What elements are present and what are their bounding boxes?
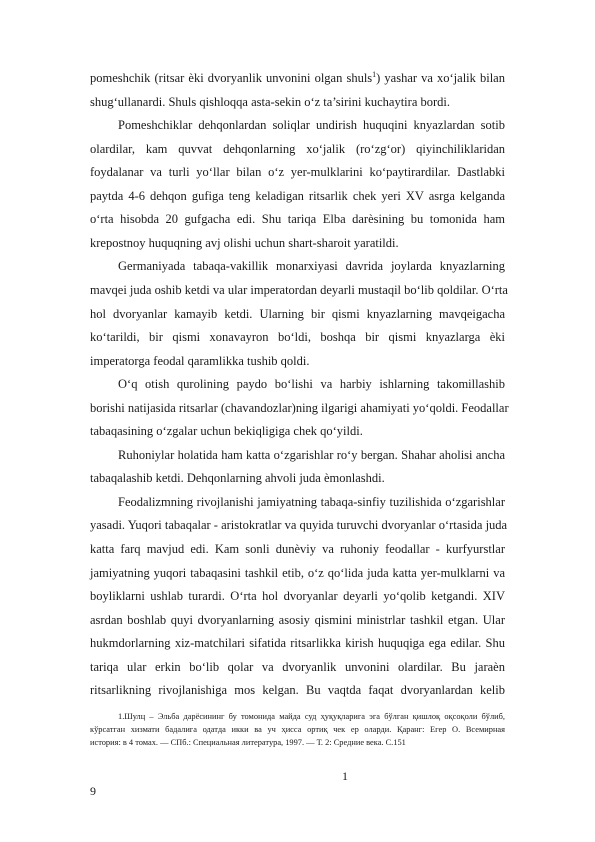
page-number-part-2: 9 (90, 784, 96, 798)
body-line: ko‘tarildi, bir qismi xonavayron bo‘ldi, boshqa bir qismi knyazlarga èki (90, 330, 505, 345)
body-line: olardilar, kam quvvat dehqonlarning xo‘jalik (ro‘zg‘or) qiyinchiliklaridan (90, 141, 505, 156)
body-line: paytda 4-6 dehqon gufiga teng keladigan ritsarlik chek yeri XV asrga kelganda (90, 188, 505, 203)
body-line: foydalanar va turli yo‘llar bilan o‘z yer-mulklarini ko‘paytirardilar. Dastlabki (90, 165, 505, 180)
page-number-part-1: 1 (342, 769, 348, 783)
footnote-line: кўрсатган хизмати бадалига одатда икки ва уч ҳисса ортиқ чек ер оларди. Қаранг: Егер О. Всемирная (90, 725, 505, 735)
body-line: pomeshchik (ritsar èki dvoryanlik unvonini olgan shuls$^1$) yashar va xo‘jalik bilan (90, 69, 505, 85)
footnote-marker: 1 (372, 69, 377, 79)
body-line: Pomeshchiklar dehqonlardan soliqlar undirish huquqini knyazlardan sotib (118, 118, 505, 133)
body-line: tabaqasining o‘zgalar uchun bekiqligiga chek qo‘yildi. (90, 424, 363, 439)
body-line: asrdan boshlab quyi dvoryanlarning asosiy qismini ministrlar tashkil etgan. Ular (90, 612, 505, 627)
body-line: Feodalizmning rivojlanishi jamiyatning tabaqa-sinfiy tuzilishida o‘zgarishlar (118, 494, 505, 509)
footnote-line: 1.Шулц – Эльба дарёсининг бу томонида майда суд ҳуқуқларига эга бўлган қишлоқ оқсоқоли бўлиб, (118, 712, 505, 721)
body-line: katta farq mavjud edi. Kam sonli dunèviy va ruhoniy feodallar - kurfyurstlar (90, 542, 505, 556)
body-line: krepostnoy huquqning avj olishi uchun shart-sharoit yaratildi. (90, 235, 399, 250)
body-line: yasadi. Yuqori tabaqalar - aristokratlar va quyida turuvchi dvoryanlar o‘rtasida juda (90, 518, 508, 533)
body-line: ritsarlikning rivojlanishiga mos kelgan. Bu vaqtda faqat dvoryanlardan kelib (90, 683, 505, 698)
body-line: jamiyatning yuqori tabaqasini tashkil etib, o‘z qo‘lida juda katta yer-mulklarni va (90, 565, 505, 580)
body-line: borishi natijasida ritsarlar (chavandozlar)ning ilgarigi ahamiyati yo‘qoldi. Feodallar (90, 400, 509, 415)
body-line: boyliklarni ushlab turardi. O‘rta hol dvoryanlar deyarli yo‘qolib ketgandi. XIV (90, 589, 505, 604)
body-line: mavqei juda oshib ketdi va ular imperatordan deyarli mustaqil bo‘lib qoldilar. O‘rta (90, 282, 508, 297)
body-line: tabaqalashib ketdi. Dehqonlarning ahvoli juda èmonlashdi. (90, 471, 385, 486)
body-line: hukmdorlarning xiz-matchilari sifatida ritsarlikka kirish huquqiga ega edilar. Shu (90, 636, 505, 651)
body-line: imperatorga feodal qaramlikka tushib qoldi. (90, 353, 310, 368)
body-line: tariqa ular erkin bo‘lib qolar va dvoryanlik unvonini olardilar. Bu jaraèn (90, 659, 505, 674)
body-line: hol dvoryanlar kamayib ketdi. Ularning bir qismi knyazlarning mavqeigacha (90, 306, 505, 321)
body-line: shug‘ullanardi. Shuls qishloqqa asta-sekin o‘z ta’sirini kuchaytira bordi. (90, 94, 450, 109)
body-line: Germaniyada tabaqa-vakillik monarxiyasi davrida joylarda knyazlarning (118, 259, 505, 274)
body-line: O‘q otish qurolining paydo bo‘lishi va harbiy ishlarning takomillashib (118, 377, 505, 392)
body-line: Ruhoniylar holatida ham katta o‘zgarishlar ro‘y bergan. Shahar aholisi ancha (118, 447, 505, 462)
footnote-line: история: в 4 томах. — СПб.: Специальная литература, 1997. — Т. 2: Средние века. С.151 (90, 738, 406, 748)
body-line: o‘rta hisobda 20 gufgacha edi. Shu tariqa Elba darèsining bu tomonida ham (90, 212, 505, 227)
